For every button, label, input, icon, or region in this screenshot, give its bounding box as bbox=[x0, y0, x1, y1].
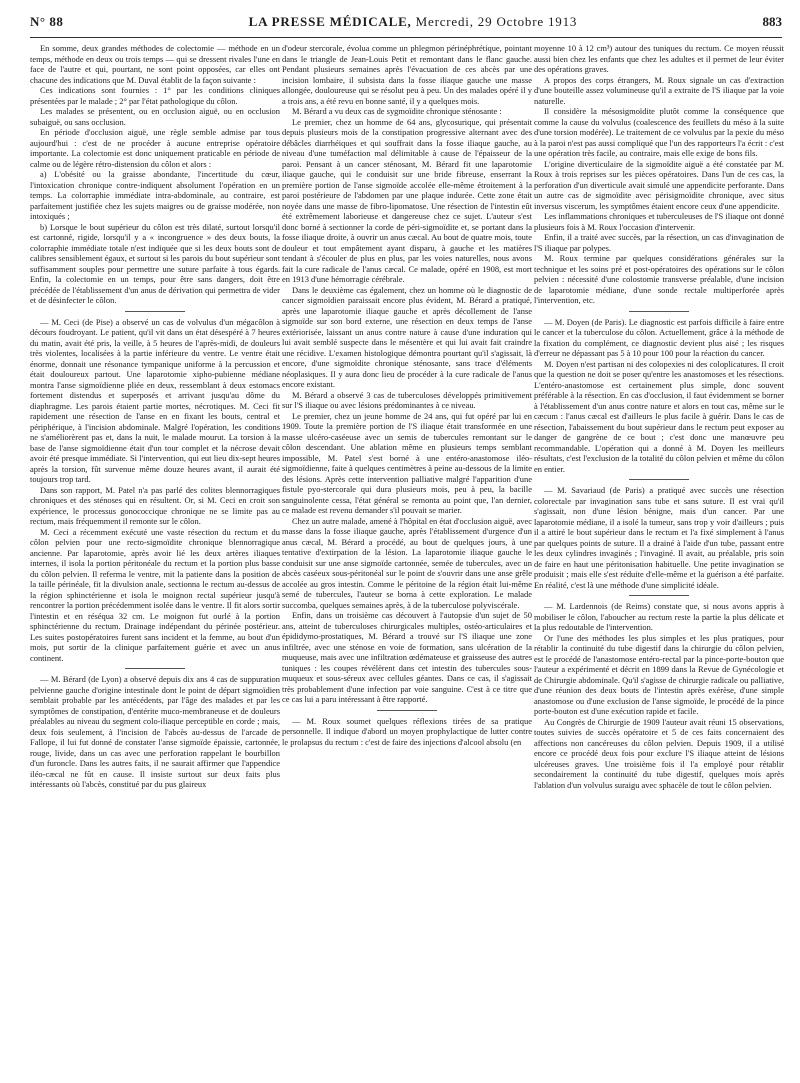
issue-date: Mercredi, 29 Octobre 1913 bbox=[415, 14, 578, 29]
paragraph: A propos des corps étrangers, M. Roux signale un cas d'extraction d'une bouteille assez volumineuse qu'il a extraite de l'S iliaque par la voie naturelle. bbox=[534, 74, 784, 106]
paragraph: — M. Roux soumet quelques réflexions tirées de sa pratique personnelle. Il indique d'abord un moyen prophylactique de lutter contre le prolapsus du rectum : c'est de faire des injections d'alcool absolu (en bbox=[282, 715, 532, 747]
page-header bbox=[30, 14, 782, 38]
paragraph: Ces indications sont fournies : 1° par les conditions cliniques présentées par le malade ; 2° par l'état pathologique du côlon. bbox=[30, 85, 280, 106]
column-left bbox=[30, 43, 280, 1083]
paragraph: Enfin, dans un troisième cas découvert à l'autopsie d'un sujet de 50 ans, atteint de tuberculoses chirurgicales multiples, ostéo-articulaires et épididymo-prostatiques, M. Bérard a trouvé sur l'S iliaque une zone infiltrée, avec une sténose en voie de formation, sans ulcération de la muqueuse, mais avec une infiltration œdémateuse et graisseuse des autres tuniques : les coupes révélèrent dans cet intestin des tubercules sous-muqueux et sous-séreux avec cellules géantes. Dans ce cas, il s'agissait très probablement d'une infection par voie sanguine. C'est à ce titre que ce cas lui a paru intéressant à être rapporté. bbox=[282, 610, 532, 704]
paragraph: d'odeur stercorale, évolua comme un phlegmon périnéphrétique, pointant dans le triangle de Jean-Louis Petit et remontant dans le flanc gauche. Pendant plusieurs semaines après l'évacuation de ces abcès par une incision lombaire, il subsista dans la fosse iliaque gauche une masse allongée, douloureuse qui se résolut peu à peu. Un des malades opéré il y a trois ans, a été revu en bonne santé, il y a quelques mois. bbox=[282, 43, 532, 106]
paragraph: M. Bérard a vu deux cas de sygmoïdite chronique sténosante : bbox=[292, 106, 502, 116]
paragraph: En somme, deux grandes méthodes de colectomie — méthode en un temps, méthode en deux ou trois temps — qui se dressent rivales l'une en face de l'autre et qui, pourtant, ne sont point opposées, car elles ont chacune des indications que M. Duval établit de la façon suivante : bbox=[30, 43, 280, 85]
paragraph: — M. Ceci (de Pise) a observé un cas de volvulus d'un mégacôlon à décours foudroyant. Le patient, qu'il vit dans un état désespéré à 7 heures du matin, avait été pris, la veille, à 5 heures de l'après-midi, de douleurs très violentes, localisées à la partie inférieure du ventre. Le ventre était énorme, donnait une résonance tympanique uniforme à la percussion et était douloureux partout. Une laparotomie xipho-pubienne médiane montra l'anse sigmoïdienne pliée en deux, ressemblant à deux estomacs fortement distendus et superposés et arrivant jusqu'au dôme du diaphragme. Les parois étaient partie mortes, nécrotiques. M. Ceci fit rapidement une résection de l'anse en en fixant les bouts, central et périphérique, à l'incision abdominale. Malgré l'opération, les conditions ne s'améliorèrent pas et, dans la nuit, le malade mourut. La torsion à la base de l'anse sigmoïdienne était d'un tour complet et la nécrose devait avoir été presque immédiate. Si l'intervention, qui eut lieu dix-sept heures après la torsion, fût survenue même douze heures avant, il aurait été toujours trop tard. bbox=[30, 316, 280, 484]
paragraph: En période d'occlusion aiguë, une règle semble admise par tous aujourd'hui : c'est de ne procéder à aucune entreprise opératoire importante. La colectomie est donc uniquement praticable en période de calme ou de légère rétro-distension du côlon et alors : bbox=[30, 127, 280, 169]
issue-number: N° 88 bbox=[30, 14, 64, 29]
section-divider bbox=[629, 595, 689, 596]
paragraph: — M. Bérard (de Lyon) a observé depuis dix ans 4 cas de suppuration pelvienne gauche d'origine intestinale dont le point de départ sigmoïdien semblait probable par les antécédents, par l'âge des malades et par les symptômes de constipation, d'entérite muco-membraneuse et de douleurs préalables au niveau du segment colo-iliaque perceptible en corde ; mais, deux fois seulement, à l'incision de l'abcès au-dessus de l'arcade de Fallope, il lui fut donné de constater l'anse sigmoïde épaissie, cartonnée, rouge, livide, dans un cas avec une perforation rappelant le bourbillon d'un furoncle. Dans les autres faits, il ne saurait affirmer que l'appendice iléo-cæcal ne fût en cause. Il insiste surtout sur deux faits plus intéressants où l'abcès, constitué par du pus glaireux bbox=[30, 674, 280, 789]
paragraph: Il considère la mésosigmoïdite plutôt comme la conséquence que comme la cause du volvulus (coalescence des feuillets du méso à la suite d'une torsion modérée). Le traitement de ce volvulus par la pexie du méso à la paroi n'est pas aussi compliqué que l'un des rapporteurs l'a écrit : c'est une opération très facile, au contraire, mais elle exige de bons fils. bbox=[534, 106, 784, 158]
paragraph: Le premier, chez un homme de 64 ans, glycosurique, qui présentait depuis plusieurs mois de la constipation progressive alternant avec des débâcles diarrhéiques et qui souffrait dans la fosse iliaque gauche, au niveau d'une tuméfaction mal délimitable à cause de l'épaisseur de la paroi. Pensant à un cancer sténosant, M. Bérard fit une laparotomie iliaque gauche, qui le conduisit sur une bride fibreuse, enserrant la première portion de l'anse sigmoïde accolée elle-même étroitement à la paroi postérieure de l'abdomen par une plaque indurée. Cette zone était noyée dans une masse de fibro-lipomatose. Une résection de l'intestin eût été extrêmement laborieuse et dangereuse chez ce sujet. L'auteur s'est donc borné à sectionner la corde de péri-sigmoïdite et, se portant dans la fosse iliaque droite, à ouvrir un anus cæcal. Au bout de quatre mois, toute douleur et tout empâtement ayant disparu, à gauche et les matières tendant à s'écouler de plus en plus, par les voies naturelles, nous avons fait la cure radicale de l'anus cæcal. Ce malade, opéré en 1908, est mort en 1913 d'une hémorragie cérébrale. bbox=[282, 116, 532, 284]
paragraph: b) Lorsque le bout supérieur du côlon est très dilaté, surtout lorsqu'il est cartonné, rigide, lorsqu'il y a « incongruence » des deux bouts, la colorraphie immédiate totale n'est indiquée que si les deux bouts sont de calibres sensiblement égaux, et surtout si les parois du bout supérieur sont suffisamment souples pour permettre une suture parfaite à tous égards. Enfin, la colectomie en un temps, pour être sans dangers, doit être précédée de l'établissement d'un anus de dérivation qui permettra de vider et de désinfecter le côlon. bbox=[30, 221, 280, 305]
paragraph: Or l'une des méthodes les plus simples et les plus pratiques, pour rétablir la continuité du tube digestif dans la chirurgie du côlon pelvien, est le procédé de l'anastomose entéro-rectal par la pince-porte-bouton que l'auteur a expérimenté et décrit en 1899 dans la Revue de Gynécologie et de Chirurgie abdominale. Qu'il s'agisse de chirurgie radicale ou palliative, d'une réunion des deux bouts de l'intestin après exérèse, d'une simple anastomose ou d'une exclusion de l'anse sigmoïde, le procédé de la pince porte-bouton est d'une exécution rapide et facile. bbox=[534, 632, 784, 716]
paragraph: — M. Lardennois (de Reims) constate que, si nous avons appris à mobiliser le côlon, l'aboucher au rectum reste la partie la plus délicate et la plus redoutable de l'intervention. bbox=[534, 601, 784, 632]
paragraph: Chez un autre malade, amené à l'hôpital en état d'occlusion aiguë, avec masse dans la fosse iliaque gauche, après l'établissement d'urgence d'un anus cæcal, M. Bérard a procédé, au bout de quelques jours, à une tentative d'extirpation de la lésion. La laparotomie iliaque gauche le conduisit sur une anse sigmoïde cartonnée, semée de tubercules, avec un abcès caséeux sous-péritonéal sur le point de s'ouvrir dans une anse grêle accolée au gros intestin. Comme le péritoine de la région était lui-même semé de tubercules, l'auteur se borna à cette exploration. Le malade succomba, quelques semaines après, à de la tuberculose polyviscérale. bbox=[282, 515, 532, 610]
paragraph: M. Roux termine par quelques considérations générales sur la technique et les soins pré et post-opératoires des opérations sur le côlon pelvien : nécessité d'une colostomie transverse préalable, d'une incision de laparotomie médiane, d'une sonde rectale multiperforée après l'intervention, etc. bbox=[534, 253, 784, 305]
paragraph: M. Doyen n'est partisan ni des colopexies ni des coloplicatures. Il croit que la question ne doit se poser qu'entre les anastomoses et les résections. L'entéro-anastomose est certainement plus simple, donc souvent préférable à la résection. En cas d'occlusion, il faut évidemment se borner à l'établissement d'un anus contre nature et alors en tout cas, même sur le cæcum : l'anus cæcal est d'ailleurs le plus facile à guérir. Dans le cas de résection, l'abaissement du bout supérieur dans le rectum peut exposer au danger de gangrène de ce bout ; c'est donc une manœuvre peu recommandable. L'opération qui a donné à M. Doyen les meilleurs résultats, c'est l'exclusion de la totalité du côlon pelvien et même du côlon en entier. bbox=[534, 358, 784, 474]
paragraph: M. Bérard a observé 3 cas de tuberculoses développés primitivement sur l'S iliaque ou avec lésions prédominantes à ce niveau. bbox=[282, 389, 532, 410]
paragraph: M. Ceci a récemment exécuté une vaste résection du rectum et du côlon pelvien pour une recto-sigmoïdite chronique blennorragique ancienne. Par laparotomie, après avoir lié les deux artères iliaques internes, il isola la portion péritonéale du rectum et la portion plus basse du côlon pelvien. Il referma le ventre, mit la patiente dans la position de la taille périnéale, fit la divulsion anale, sectionna le rectum au-dessus de la région sphinctérienne et isola le moignon rectal supérieur jusqu'à rencontrer la portion précédemment isolée dans le ventre. Il fit alors sortir l'intestin et en réséqua 32 cm. Le moignon fut ourlé à la portion sphinctérienne du rectum. Drainage indépendant du périnée postérieur. Les suites postopératoires furent sans incident et la femme, au bout d'un mois, put sortir de la clinique parfaitement guérie et avec un anus continent. bbox=[30, 526, 280, 663]
journal-title-line bbox=[249, 14, 578, 30]
section-divider bbox=[125, 668, 185, 669]
paragraph: moyenne 10 à 12 cm³) autour des tuniques du rectum. Ce moyen réussit aussi bien chez les enfants que chez les adultes et il permet de leur éviter des opérations graves. bbox=[534, 43, 784, 74]
paragraph: Dans le deuxième cas également, chez un homme où le diagnostic de cancer sigmoïdien paraissait encore plus évident, M. Bérard a pratiqué, après une laparotomie iliaque gauche et après décollement de l'anse sigmoïde sur son bord externe, une résection en deux temps de l'anse extériorisée, laissant un anus contre nature à cause d'une induration qui lui avait semblé suspecte dans le mésentère et qui lui avait fait craindre une récidive. L'examen histologique démontra pourtant qu'il s'agissait, là encore, d'une sigmoïdite chronique sténosante, sans trace d'éléments néoplasiques. Il y aura donc lieu de procéder à la cure radicale de l'anus encore existant. bbox=[282, 284, 532, 389]
section-divider bbox=[125, 311, 185, 312]
paragraph: Les inflammations chroniques et tuberculeuses de l'S iliaque ont donné plusieurs fois à M. Roux l'occasion d'intervenir. bbox=[534, 211, 784, 232]
column-middle bbox=[282, 43, 532, 1083]
column-right bbox=[534, 43, 784, 1083]
paragraph: Les malades se présentent, ou en occlusion aiguë, ou en occlusion subaiguë, ou sans occlusion. bbox=[30, 106, 280, 127]
paragraph: a) L'obésité ou la graisse abondante, l'incertitude du cœur, l'intoxication chronique contre-indiquent absolument l'opération en un temps. La colorraphie immédiate intra-abdominale, au contraire, est parfaitement justifiée chez les sujets maigres ou de graisse modérée, non intoxiqués ; bbox=[30, 169, 280, 221]
paragraph: L'origine diverticulaire de la sigmoïdite aiguë a été constatée par M. Roux à trois reprises sur les pièces opératoires. Dans l'un de ces cas, la perforation d'un diverticule avait simulé une appendicite perforante. Dans un autre cas de sigmoïdite avec périsigmoïdite chronique, avec situs inversus viscerum, les symptômes étaient encore ceux d'une appendicite. bbox=[534, 158, 784, 211]
paragraph: — M. Doyen (de Paris). Le diagnostic est parfois difficile à faire entre le cancer et la tuberculose du côlon. Actuellement, grâce à la méthode de la fixation du complément, ce diagnostic devient plus aisé ; les risques d'erreur ne dépassant pas 5 à 10 pour 100 pour la réaction du cancer. bbox=[534, 316, 784, 358]
page-number: 883 bbox=[762, 14, 782, 29]
section-divider bbox=[377, 710, 437, 711]
paragraph: Le premier, chez un jeune homme de 24 ans, qui fut opéré par lui en 1909. Toute la première portion de l'S iliaque était transformée en une masse ulcéro-caséeuse avec un semis de tubercules remontant sur le côlon descendant. Une ablation même en plusieurs temps semblant impossible, M. Patel s'est borné à une entéro-anastomose iléo-sigmoïdienne, faite à quelques centimètres à peine au-dessous de la limite des lésions. Après cette intervention palliative malgré l'apparition d'une fistule pyo-stercorale qui dura plusieurs mois, peu à peu, la bacille sanguinolente cessa, l'état général se remonta au point que, l'an dernier, ce malade est revenu demander s'il pouvait se marier. bbox=[282, 410, 532, 515]
section-divider bbox=[629, 479, 689, 480]
paragraph: Au Congrès de Chirurgie de 1909 l'auteur avait réuni 15 observations, toutes suivies de succès opératoire et 5 de ces faits concernaient des affections non cancéreuses du côlon pelvien. Depuis 1909, il a utilisé encore ce procédé deux fois pour exclure l'S iliaque atteint de lésions ulcéreuses graves. Une troisième fois il l'a employé pour rétablir secondairement la continuité du tube digestif, quelques mois après l'ablation d'un volvulus suraigu avec sphacèle de tout le côlon pelvien. bbox=[534, 716, 784, 790]
paragraph: Dans son rapport, M. Patel n'a pas parlé des colites blennorragiques chroniques et des sténoses qui en résultent. Or, si M. Ceci en croit son expérience, le processus gonococcique chronique ne se limite pas au rectum, mais fréquemment il remonte sur le côlon. bbox=[30, 484, 280, 526]
text-columns bbox=[30, 43, 782, 1083]
section-divider bbox=[629, 311, 689, 312]
paragraph: — M. Savariaud (de Paris) a pratiqué avec succès une résection colorectale par invagination sans tube et sans suture. Il est vrai qu'il s'agissait, non d'une lésion bénigne, mais d'un cancer. Par une laparotomie médiane, il a isolé la tumeur, sans trop y voir d'ailleurs ; puis il a attiré le bout supérieur dans le rectum et l'a fixé simplement à l'anus par quelques points de suture. Il a drainé à l'aide d'un tube, passant entre les deux cylindres invaginés ; l'invaginé. Il avait, au préalable, pris soin de faire en haut une péritonisation habituelle. Une petite invagination se produisit ; mais elle s'est réduite d'elle-même et la guérison a été parfaite. En réalité, c'est là une méthode d'une simplicité idéale. bbox=[534, 485, 784, 590]
journal-name: LA PRESSE MÉDICALE, bbox=[248, 14, 412, 29]
paragraph: Enfin, il a traité avec succès, par la résection, un cas d'invagination de l'S iliaque par polypes. bbox=[534, 232, 784, 253]
